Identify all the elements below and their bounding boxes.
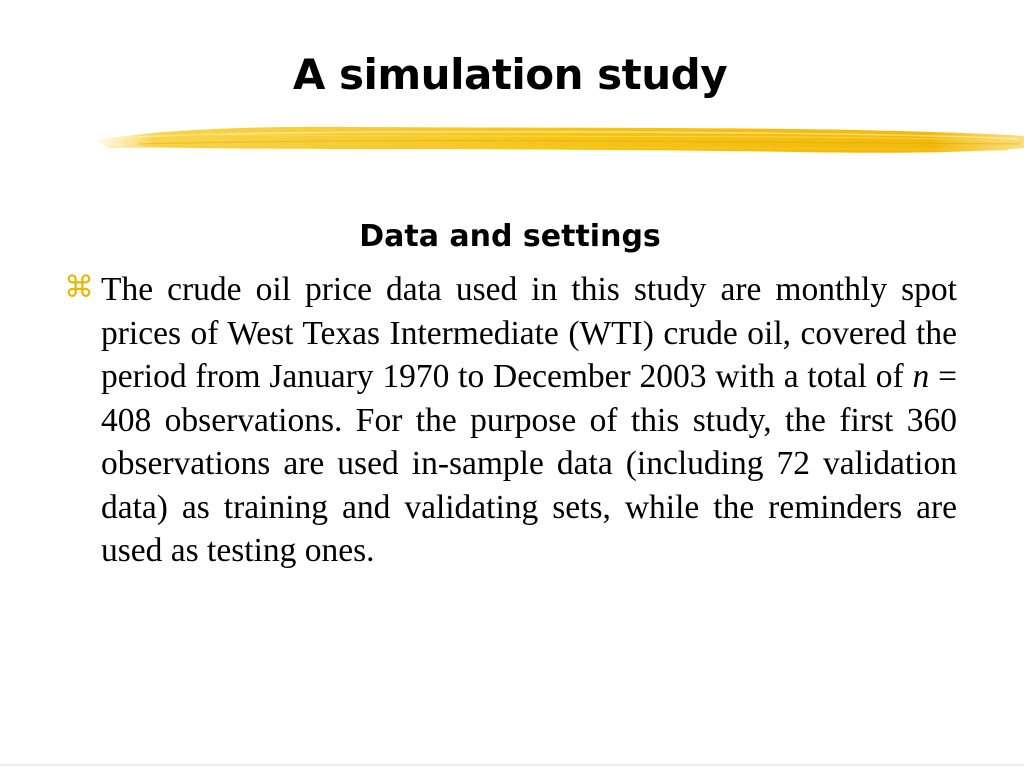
slide-title-text: A simulation study <box>292 50 728 99</box>
bottom-divider <box>0 764 1024 766</box>
section-subheading: Data and settings <box>359 219 661 254</box>
slide-title <box>0 48 1024 102</box>
yellow-brush-stroke <box>98 118 1024 160</box>
paragraph-text-part2: = 408 observations. For the purpose of this study, the first 360 observations are used in-sample data (including 72 validation data) as training and validating sets, while the reminders are used as testing ones. <box>101 358 957 569</box>
paragraph-text-part1: The crude oil price data used in this study are monthly spot prices of West Texas Intermediate (WTI) crude oil, covered the period from January 1970 to December 2003 with a total of <box>101 271 957 395</box>
command-key-bullet-icon: ⌘ <box>64 270 94 305</box>
body-paragraph <box>101 268 957 573</box>
variable-n: n <box>912 358 930 395</box>
